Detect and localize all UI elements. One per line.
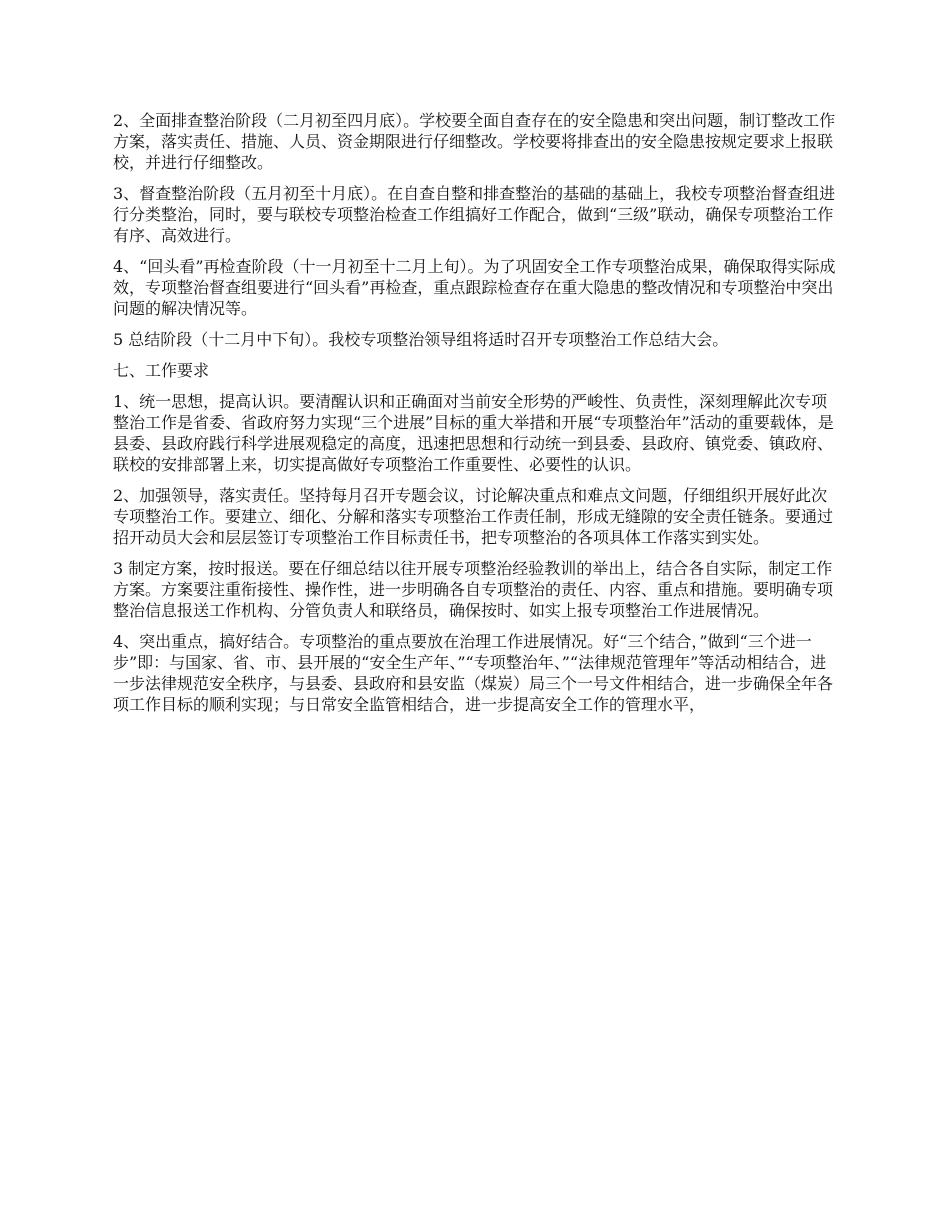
paragraph-stage-2: 2、全面排查整治阶段（二月初至四月底）。学校要全面自查存在的安全隐患和突出问题，制订整改工作方案，落实责任、措施、人员、资金期限进行仔细整改。学校要将排查出的安全隐患按规定要求上报联校，并进行仔细整改。: [113, 111, 836, 172]
document-body: [113, 110, 837, 725]
section-heading-work-requirements: 七、工作要求: [113, 361, 210, 380]
paragraph-requirement-2: 2、加强领导，落实责任。坚持每月召开专题会议，讨论解决重点和难点文问题，仔细组织开展好此次专项整治工作。要建立、细化、分解和落实专项整治工作责任制，形成无缝隙的安全责任链条。要通过招开动员大会和层层签订专项整治工作目标责任书，把专项整治的各项具体工作落实到实处。: [113, 486, 834, 547]
paragraph-requirement-4: 4、突出重点，搞好结合。专项整治的重点要放在治理工作进展情况。好“三个结合，”做到“三个进一步”即：与国家、省、市、县开展的“安全生产年、”“专项整治年、”“法律规范管理年”等活动相结合，进一步法律规范安全秩序，与县委、县政府和县安监（煤炭）局三个一号文件相结合，进一步确保全年各项工作目标的顺利实现；与日常安全监管相结合，进一步提高安全工作的管理水平，: [113, 632, 834, 714]
paragraph-stage-3: 3、督查整治阶段（五月初至十月底）。在自查自整和排查整治的基础的基础上，我校专项整治督查组进行分类整治，同时，要与联校专项整治检查工作组搞好工作配合，做到“三级”联动，确保专项整治工作有序、高效进行。: [113, 184, 836, 245]
paragraph-requirement-1: 1、统一思想，提高认识。要清醒认识和正确面对当前安全形势的严峻性、负责性，深刻理解此次专项整治工作是省委、省政府努力实现“三个进展”目标的重大举措和开展“专项整治年”活动的重要载体，是县委、县政府践行科学进展观稳定的高度，迅速把思想和行动统一到县委、县政府、镇党委、镇政府、联校的安排部署上来，切实提高做好专项整治工作重要性、必要性的认识。: [113, 392, 834, 474]
paragraph-stage-4: 4、“回头看”再检查阶段（十一月初至十二月上旬）。为了巩固安全工作专项整治成果，确保取得实际成效，专项整治督查组要进行“回头看”再检查，重点跟踪检查存在重大隐患的整改情况和专项整治中突出问题的解决情况等。: [113, 257, 836, 318]
paragraph-stage-5: 5 总结阶段（十二月中下旬）。我校专项整治领导组将适时召开专项整治工作总结大会。: [113, 330, 729, 349]
paragraph-requirement-3: 3 制定方案，按时报送。要在仔细总结以往开展专项整治经验教训的举出上，结合各自实际，制定工作方案。方案要注重衔接性、操作性，进一步明确各自专项整治的责任、内容、重点和措施。要明确专项整治信息报送工作机构、分管负责人和联络员，确保按时、如实上报专项整治工作进展情况。: [113, 559, 834, 620]
